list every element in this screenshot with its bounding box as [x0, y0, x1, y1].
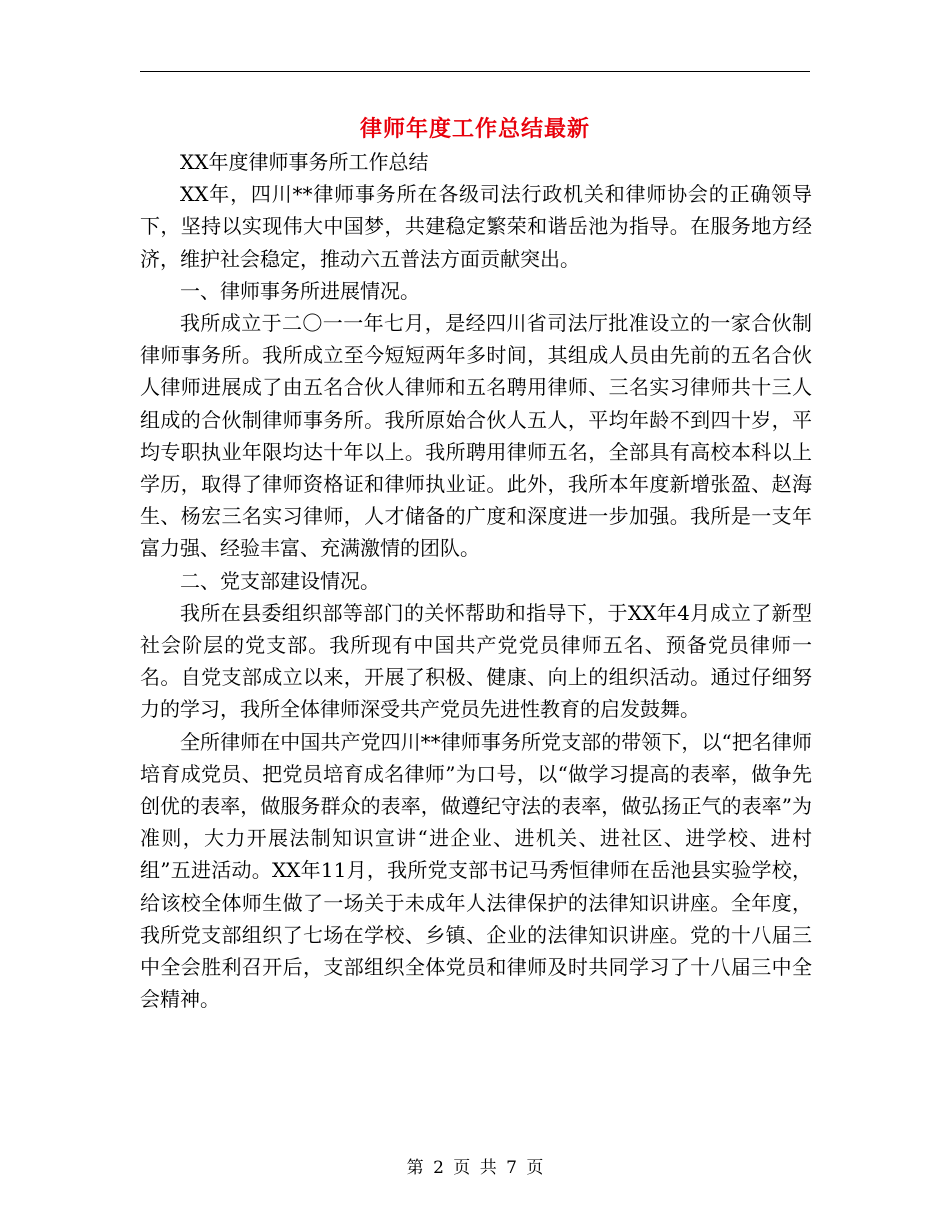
section-heading-2: 二、党支部建设情况。	[180, 568, 380, 593]
header-rule	[140, 71, 810, 72]
paragraph-section-2a: 我所在县委组织部等部门的关怀帮助和指导下，于XX年4月成立了新型社会阶层的党支部。我所现有中国共产党党员律师五名、预备党员律师一名。自党支部成立以来，开展了积极、健康、向上的组织活动。通过仔细努力的学习，我所全体律师深受共产党员先进性教育的启发鼓舞。	[140, 600, 812, 722]
paragraph-section-2b: 全所律师在中国共产党四川**律师事务所党支部的带领下，以“把名律师培育成党员、把党员培育成名律师”为口号，以“做学习提高的表率，做争先创优的表率，做服务群众的表率，做遵纪守法的表率，做弘扬正气的表率”为准则，大力开展法制知识宣讲“进企业、进机关、进社区、进学校、进村组”五进活动。XX年11月，我所党支部书记马秀恒律师在岳池县实验学校，给该校全体师生做了一场关于未成年人法律保护的法律知识讲座。全年度，我所党支部组织了七场在学校、乡镇、企业的法律知识讲座。党的十八届三中全会胜利召开后，支部组织全体党员和律师及时共同学习了十八届三中全会精神。	[140, 729, 812, 1012]
paragraph-section-1: 我所成立于二〇一一年七月，是经四川省司法厅批准设立的一家合伙制律师事务所。我所成立至今短短两年多时间，其组成人员由先前的五名合伙人律师进展成了由五名合伙人律师和五名聘用律师、三名实习律师共十三人组成的合伙制律师事务所。我所原始合伙人五人，平均年龄不到四十岁，平均专职执业年限均达十年以上。我所聘用律师五名，全部具有高校本科以上学历，取得了律师资格证和律师执业证。此外，我所本年度新增张盈、赵海生、杨宏三名实习律师，人才储备的广度和深度进一步加强。我所是一支年富力强、经验丰富、充满激情的团队。	[140, 311, 812, 561]
section-heading-1: 一、律师事务所进展情况。	[180, 278, 420, 303]
document-body	[140, 146, 812, 1015]
paragraph-subtitle: XX年度律师事务所工作总结	[180, 150, 429, 174]
paragraph-intro: XX年，四川**律师事务所在各级司法行政机关和律师协会的正确领导下，坚持以实现伟大中国梦，共建稳定繁荣和谐岳池为指导。在服务地方经济，维护社会稳定，推动六五普法方面贡献突出。	[140, 182, 812, 271]
page-number: 第 2 页 共 7 页	[406, 1158, 544, 1178]
document-title: 律师年度工作总结最新	[359, 116, 590, 142]
